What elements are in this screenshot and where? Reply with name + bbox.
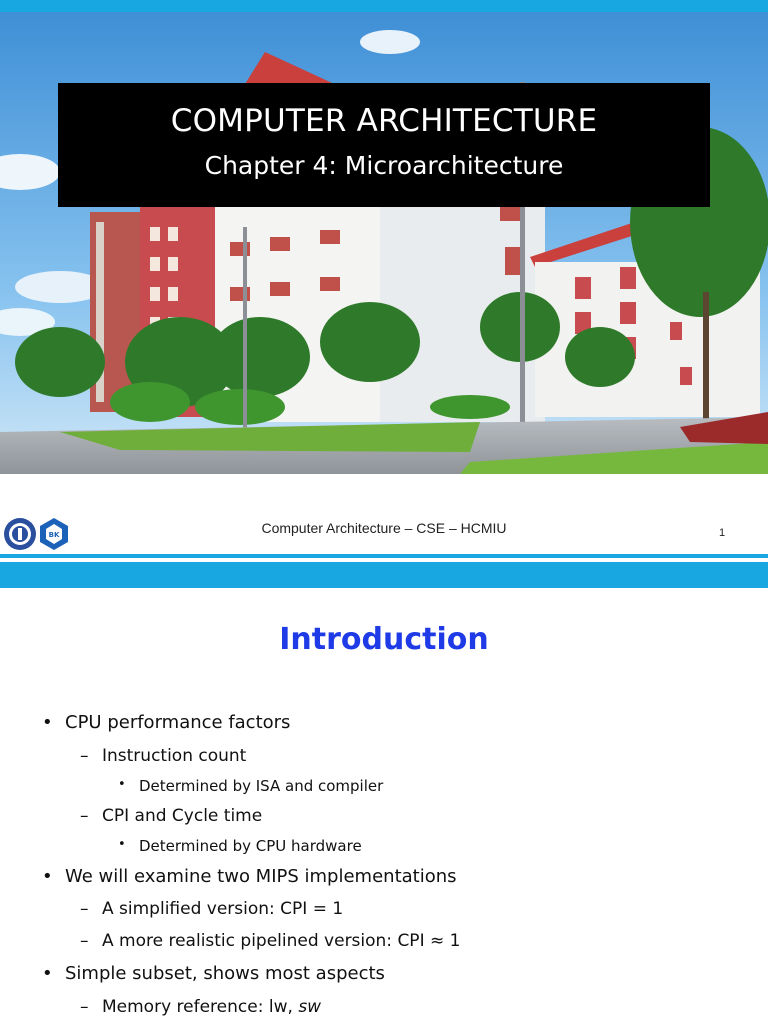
bullet-text: A simplified version: CPI = 1 [102,899,344,919]
campus-photo [0,12,768,474]
campus-photo-illustration [0,12,768,474]
introduction-slide [0,562,768,1024]
bullet-mark: – [80,931,89,951]
lw-instruction: lw [268,997,288,1017]
bullet-text: Simple subset, shows most aspects [65,963,385,984]
slide-footer: Computer Architecture – CSE – HCMIU [261,520,507,536]
bullet-text: A more realistic pipelined version: CPI ≈ 1 [102,931,461,951]
bullet-text: Determined by ISA and compiler [139,777,384,795]
separator: , [287,997,299,1017]
slide-top-bar [0,562,768,588]
bullet-text: CPI and Cycle time [102,806,263,826]
slide-title: COMPUTER ARCHITECTURE [170,103,598,139]
bk-logo-text: BK [48,531,60,539]
bullet-mark: • [42,712,53,733]
title-box [58,83,710,207]
slide-top-bar [0,0,768,12]
slide-subtitle: Chapter 4: Microarchitecture [204,151,564,180]
bullet-mark: • [42,866,53,887]
page-number: 1 [719,527,726,539]
bullet-mark: – [80,997,89,1017]
sw-instruction: sw [298,997,322,1017]
bullet-mark: • [118,837,126,852]
bullet-text: We will examine two MIPS implementations [65,866,457,887]
slide-bottom-bar [0,554,768,558]
memory-reference-label: Memory reference: [102,997,269,1017]
bullet-mark: • [118,777,126,792]
bullet-text: CPU performance factors [65,712,291,733]
slide-title: Introduction [279,622,489,657]
bullet-mark: – [80,899,89,919]
bullet-text: Instruction count [102,746,247,766]
bullet-text: Determined by CPU hardware [139,837,362,855]
bullet-text [102,997,321,1017]
bullet-mark: – [80,746,89,766]
bullet-mark: – [80,806,89,826]
bullet-mark: • [42,963,53,984]
